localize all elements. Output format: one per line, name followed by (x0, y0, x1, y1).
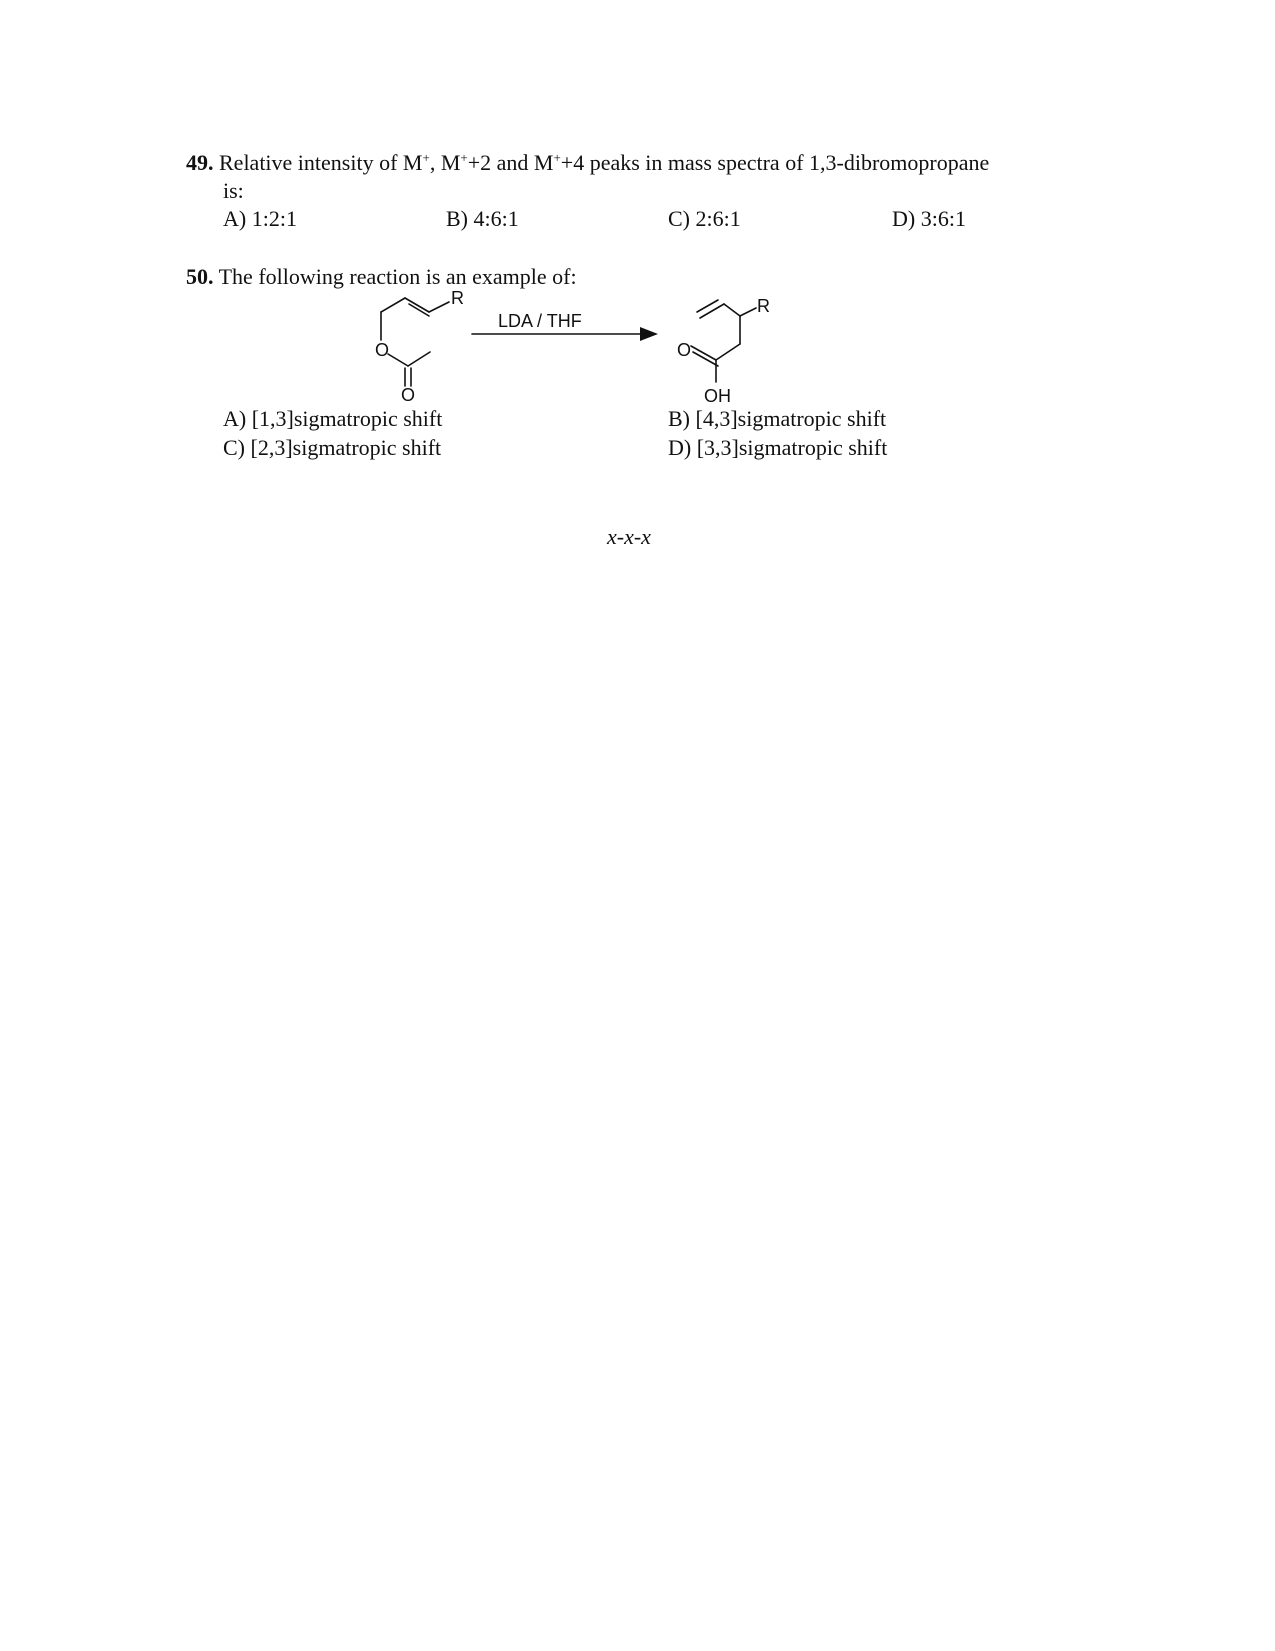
option-a: A) [1,3]sigmatropic shift (223, 406, 443, 431)
hydroxyl-label: OH (704, 386, 731, 406)
reaction-scheme (0, 0, 1275, 420)
option-b: B) [4,3]sigmatropic shift (668, 406, 887, 431)
question-text: Relative intensity of M+, M++2 and M++4 peaks in mass spectra of 1,3-dibromopropane (219, 150, 990, 175)
question-number: 49. (186, 150, 214, 175)
bond (405, 298, 429, 312)
ester-oxygen-label: O (375, 340, 390, 360)
option-c: C) [2,3]sigmatropic shift (223, 435, 442, 460)
option-d: D) 3:6:1 (892, 206, 966, 231)
bond (381, 298, 405, 312)
end-marker: x-x-x (607, 524, 651, 549)
bond (408, 352, 430, 366)
bond (388, 354, 408, 366)
bond (740, 308, 756, 316)
bond (716, 344, 740, 360)
question-text: The following reaction is an example of: (218, 264, 577, 289)
question-49-line2: is: (223, 178, 244, 203)
reagent-label: LDA / THF (498, 311, 582, 331)
bond (429, 302, 449, 312)
arrow-head (640, 327, 658, 341)
question-number: 50. (186, 264, 214, 289)
r-label-right: R (757, 296, 770, 316)
r-label-left: R (451, 288, 464, 308)
carbonyl-oxygen-label-left: O (401, 385, 416, 405)
option-c: C) 2:6:1 (668, 206, 741, 231)
option-d: D) [3,3]sigmatropic shift (668, 435, 888, 460)
option-a: A) 1:2:1 (223, 206, 297, 231)
carbonyl-oxygen-label-right: O (677, 340, 692, 360)
option-b: B) 4:6:1 (446, 206, 519, 231)
bond (724, 304, 740, 316)
bond (700, 304, 724, 318)
